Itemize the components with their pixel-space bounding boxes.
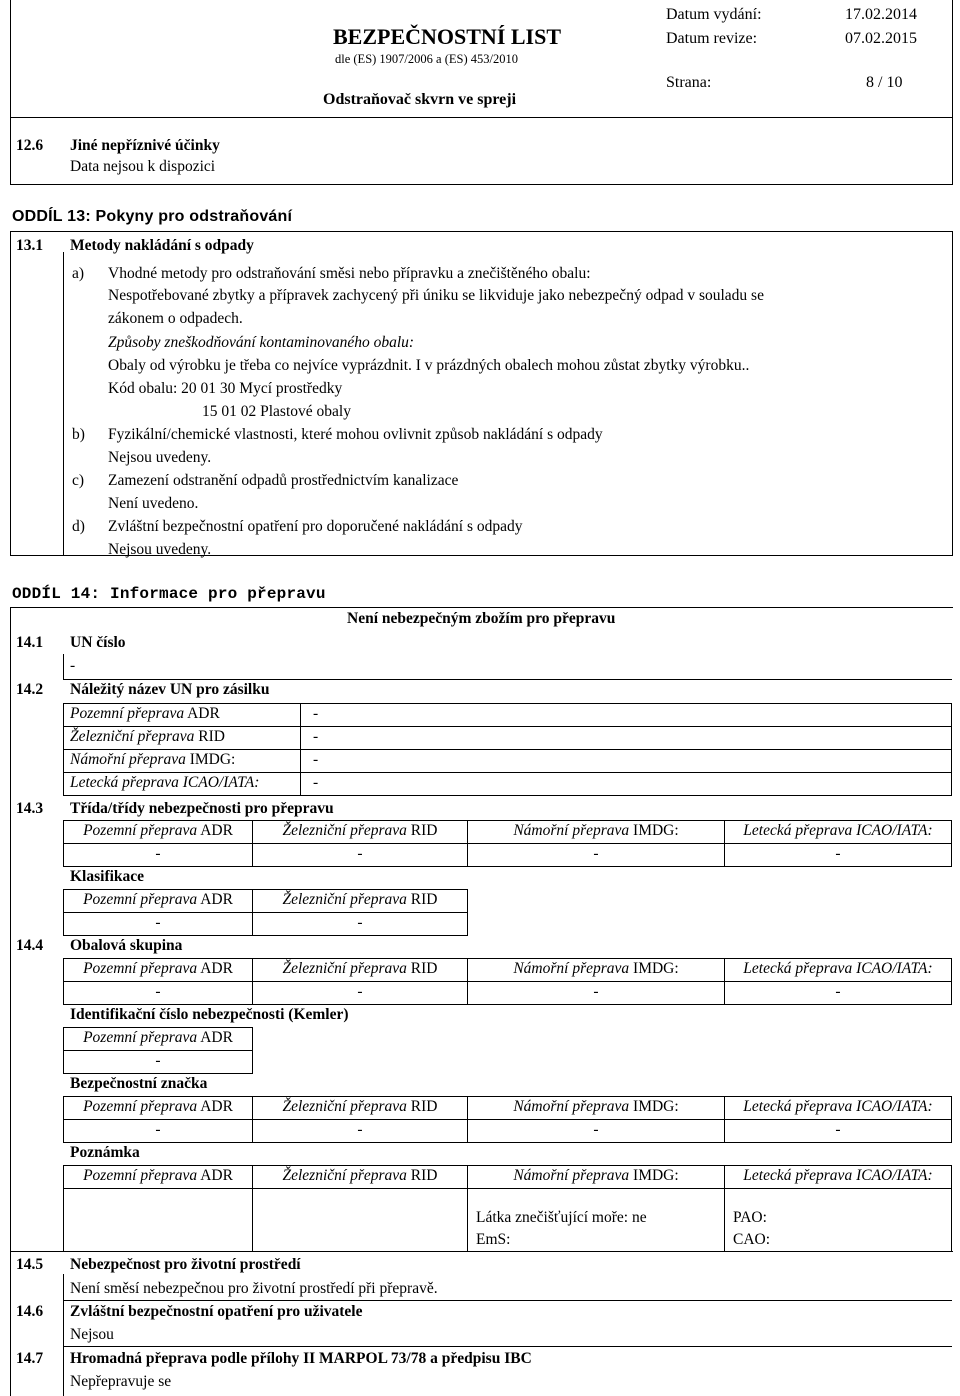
issue-date: 17.02.2014 (845, 6, 917, 23)
regulation-reference: dle (ES) 1907/2006 a (ES) 453/2010 (335, 52, 518, 66)
mode-code: ADR (187, 705, 220, 722)
subsection-number: 13.1 (16, 237, 44, 254)
mode-label: Železniční přeprava (282, 960, 407, 977)
item-a-subheading: Způsoby zneškodňování kontaminovaného obalu: (108, 334, 415, 351)
mode-code: IMDG: (633, 1098, 679, 1115)
mode-code: ADR (200, 1098, 233, 1115)
cell-value: - (357, 1121, 363, 1138)
page-number: 8 / 10 (866, 74, 903, 91)
mode-label: Železniční přeprava (282, 891, 407, 908)
subsection-value: Nejsou (70, 1326, 114, 1343)
mode-code: ADR (200, 822, 233, 839)
cao-label: CAO: (733, 1231, 771, 1248)
mode-label: Námořní přeprava (513, 960, 630, 977)
mode-label: Pozemní přeprava (83, 822, 198, 839)
cell-value: - (835, 1121, 841, 1138)
mode-label: Pozemní přeprava (83, 1029, 198, 1046)
mode-label: Železniční přeprava (70, 728, 195, 745)
product-name: Odstraňovač skvrn ve spreji (323, 91, 517, 108)
subsection-value: Nepřepravuje se (70, 1373, 172, 1390)
section-title: ODDÍL 14: Informace pro přepravu (12, 585, 326, 603)
mode-label: Pozemní přeprava (83, 1167, 198, 1184)
mode-label: Pozemní přeprava (83, 960, 198, 977)
mode-code: IMDG: (633, 822, 679, 839)
mode-label: Železniční přeprava (282, 822, 407, 839)
mode-code: IMDG: (633, 960, 679, 977)
subsection-heading: Náležitý název UN pro zásilku (70, 681, 270, 698)
mode-code: IMDG: (189, 751, 236, 768)
un-number-value: - (70, 657, 76, 674)
mode-label: Námořní přeprava (513, 822, 630, 839)
note-heading: Poznámka (70, 1144, 140, 1161)
subsection-value: Není směsí nebezpečnou pro životní prostředí při přepravě. (70, 1280, 438, 1297)
subsection-number: 14.6 (16, 1303, 44, 1320)
subsection-number: 14.3 (16, 800, 44, 817)
cell-value: - (155, 914, 161, 931)
kemler-heading: Identifikační číslo nebezpečnosti (Kemler) (70, 1006, 349, 1023)
item-a-text: Obaly od výrobku je třeba co nejvíce vyprázdnit. I v prázdných obalech mohou zůstat zbytky výrobku.. (108, 357, 750, 374)
document-title: BEZPEČNOSTNÍ LIST (333, 24, 562, 49)
mode-code: RID (198, 728, 225, 745)
section-text: Data nejsou k dispozici (70, 158, 216, 175)
item-b-title: Fyzikální/chemické vlastnosti, které mohou ovlivnit způsob nakládání s odpady (108, 426, 603, 443)
cell-value: - (835, 983, 841, 1000)
mode-code: RID (410, 891, 438, 908)
pao-label: PAO: (733, 1209, 767, 1226)
item-mark-a: a) (72, 265, 85, 282)
cell-value: - (155, 983, 161, 1000)
mode-label: Letecká přeprava ICAO/IATA: (70, 774, 260, 791)
cell-value: - (313, 705, 319, 722)
subsection-heading: Zvláštní bezpečnostní opatření pro uživatele (70, 1303, 363, 1320)
cell-value: - (313, 774, 319, 791)
subsection-heading: Metody nakládání s odpady (70, 237, 254, 254)
item-mark-d: d) (72, 518, 85, 535)
subsection-heading: UN číslo (70, 634, 126, 651)
subsection-number: 14.4 (16, 937, 44, 954)
marine-pollutant-note: Látka znečišťující moře: ne (476, 1209, 647, 1226)
subsection-number: 14.1 (16, 634, 44, 651)
item-b-text: Nejsou uvedeny. (108, 449, 212, 466)
subsection-heading: Třída/třídy nebezpečnosti pro přepravu (70, 800, 334, 817)
cell-value: - (357, 845, 363, 862)
item-d-title: Zvláštní bezpečnostní opatření pro doporučené nakládání s odpady (108, 518, 523, 535)
item-d-text: Nejsou uvedeny. (108, 541, 212, 558)
mode-label: Pozemní přeprava (83, 1098, 198, 1115)
page-label: Strana: (666, 74, 712, 91)
cell-value: - (313, 751, 319, 768)
subsection-number: 14.7 (16, 1350, 44, 1367)
cell-value: - (155, 845, 161, 862)
cell-value: - (593, 983, 599, 1000)
cell-value: - (357, 983, 363, 1000)
subsection-heading: Nebezpečnost pro životní prostředí (70, 1256, 301, 1273)
item-a-title: Vhodné metody pro odstraňování směsi nebo přípravku a znečištěného obalu: (108, 265, 591, 282)
cell-value: - (593, 1121, 599, 1138)
safety-mark-heading: Bezpečnostní značka (70, 1075, 208, 1092)
cell-value: - (593, 845, 599, 862)
cell-value: - (835, 845, 841, 862)
transport-banner: Není nebezpečným zbožím pro přepravu (347, 610, 616, 627)
section-number: 12.6 (16, 137, 44, 154)
section-heading: Jiné nepříznivé účinky (70, 137, 220, 154)
revision-date: 07.02.2015 (845, 30, 917, 47)
mode-code: RID (410, 960, 438, 977)
subsection-heading: Hromadná přeprava podle přílohy II MARPOL 73/78 a předpisu IBC (70, 1350, 532, 1367)
cell-value: - (313, 728, 319, 745)
item-c-title: Zamezení odstranění odpadů prostřednictvím kanalizace (108, 472, 459, 489)
cell-value: - (155, 1052, 161, 1069)
mode-label: Letecká přeprava ICAO/IATA: (743, 1098, 933, 1115)
mode-code: IMDG: (633, 1167, 679, 1184)
subsection-number: 14.5 (16, 1256, 44, 1273)
mode-code: RID (410, 822, 438, 839)
mode-label: Letecká přeprava ICAO/IATA: (743, 822, 933, 839)
mode-label: Pozemní přeprava (70, 705, 185, 722)
waste-code: Kód obalu: 20 01 30 Mycí prostředky (108, 380, 343, 397)
mode-label: Železniční přeprava (282, 1167, 407, 1184)
subsection-number: 14.2 (16, 681, 44, 698)
subsection-heading: Obalová skupina (70, 937, 183, 954)
waste-code: 15 01 02 Plastové obaly (202, 403, 351, 420)
mode-code: ADR (200, 1029, 233, 1046)
mode-label: Letecká přeprava ICAO/IATA: (743, 960, 933, 977)
mode-label: Železniční přeprava (282, 1098, 407, 1115)
issue-date-label: Datum vydání: (666, 6, 762, 23)
mode-label: Námořní přeprava (513, 1167, 630, 1184)
mode-code: ADR (200, 1167, 233, 1184)
item-a-text: Nespotřebované zbytky a přípravek zachycený při úniku se likviduje jako nebezpečný odpad v souladu se (108, 287, 764, 304)
revision-date-label: Datum revize: (666, 30, 758, 47)
item-c-text: Není uvedeno. (108, 495, 199, 512)
mode-label: Námořní přeprava (70, 751, 186, 768)
item-mark-b: b) (72, 426, 85, 443)
section-title: ODDÍL 13: Pokyny pro odstraňování (12, 208, 293, 225)
classification-heading: Klasifikace (70, 868, 145, 885)
mode-code: RID (410, 1167, 438, 1184)
cell-value: - (155, 1121, 161, 1138)
mode-label: Letecká přeprava ICAO/IATA: (743, 1167, 933, 1184)
cell-value: - (357, 914, 363, 931)
item-mark-c: c) (72, 472, 85, 489)
item-a-text: zákonem o odpadech. (108, 310, 243, 327)
ems-label: EmS: (476, 1231, 511, 1248)
mode-label: Námořní přeprava (513, 1098, 630, 1115)
mode-code: RID (410, 1098, 438, 1115)
mode-label: Pozemní přeprava (83, 891, 198, 908)
mode-code: ADR (200, 960, 233, 977)
mode-code: ADR (200, 891, 233, 908)
